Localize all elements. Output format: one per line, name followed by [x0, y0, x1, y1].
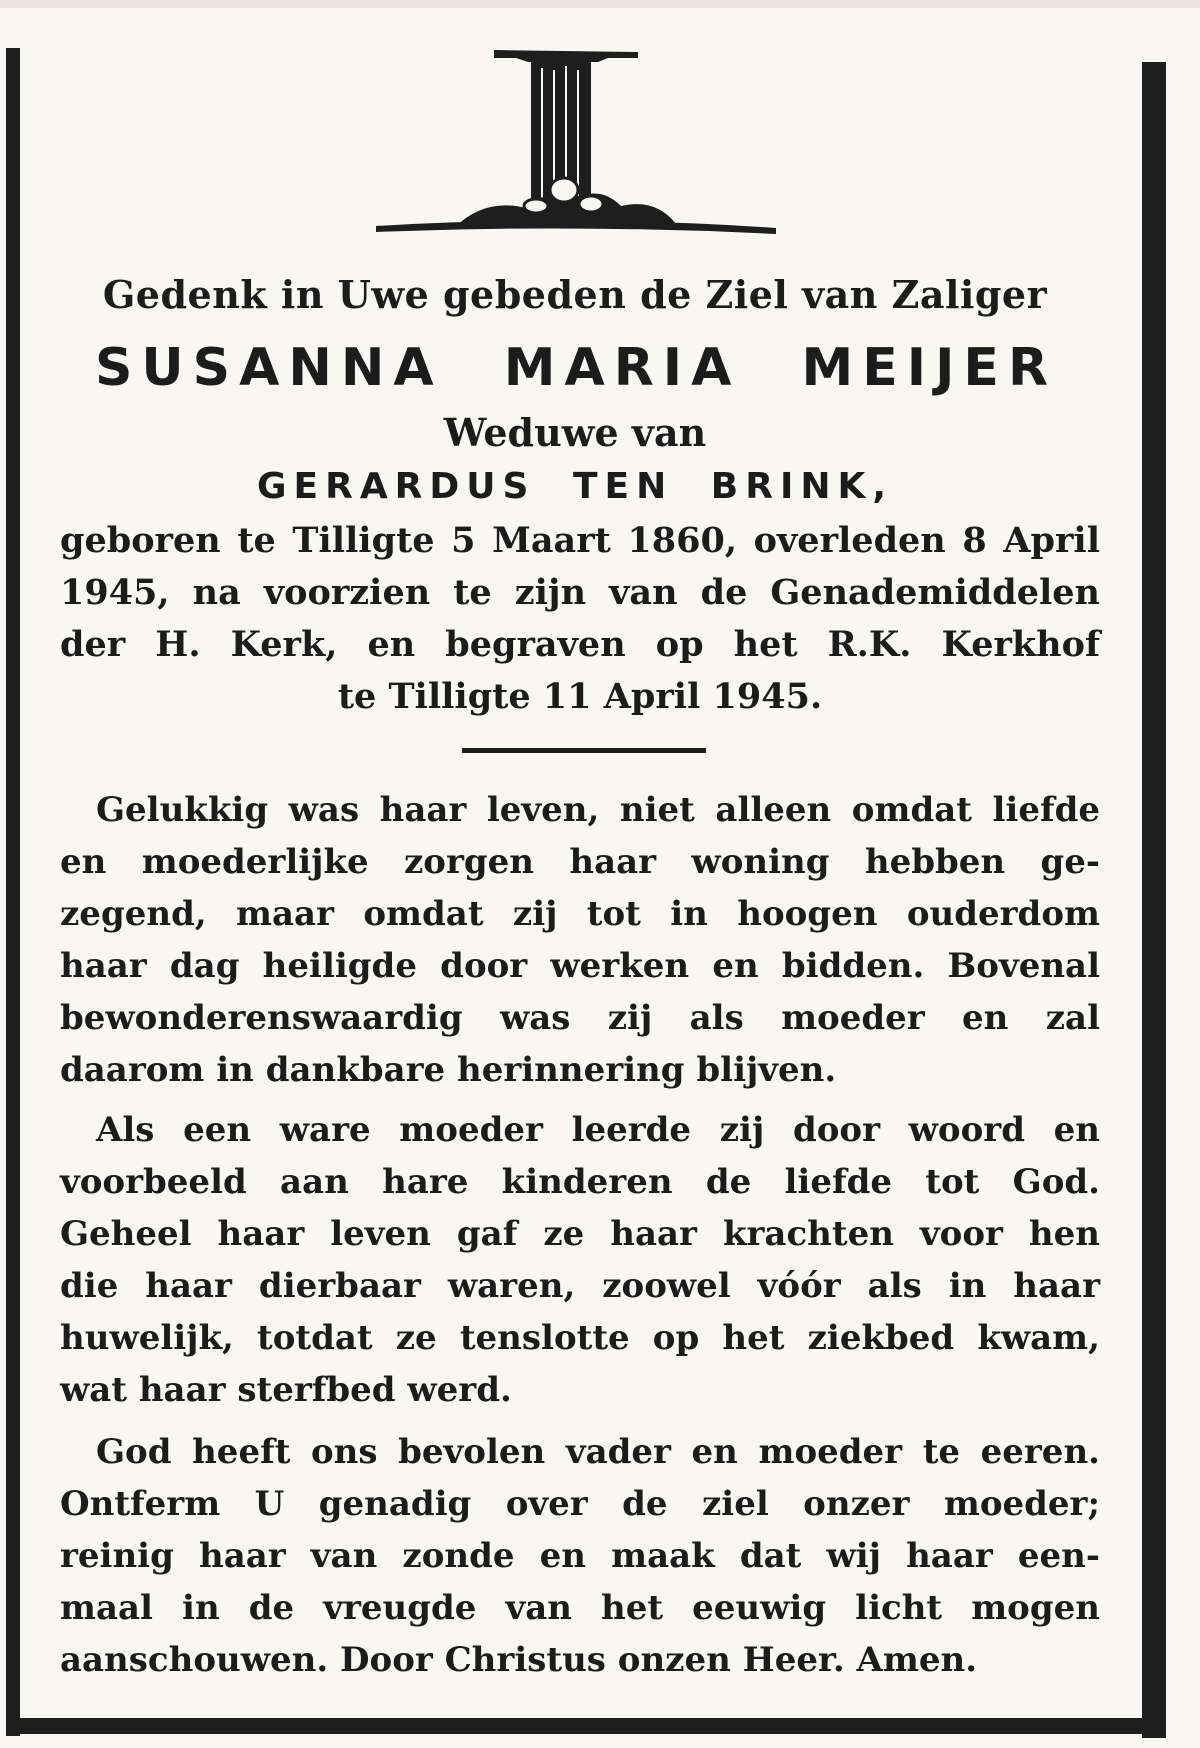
spouse-name: GERARDUS TEN BRINK, [256, 466, 894, 507]
paragraph-line: haar dag heiligde door werken en bidden. Bovenal [60, 946, 1100, 986]
paragraph-line: reinig haar van zonde en maak dat wij haar een- [60, 1536, 1100, 1576]
paragraph-line: Geheel haar leven gaf ze haar krachten voor hen [60, 1214, 1100, 1254]
widow-of-label: Weduwe van [443, 410, 707, 455]
divider-rule [462, 748, 706, 753]
paragraph-line: God heeft ons bevolen vader en moeder te eeren. [96, 1432, 1100, 1472]
paragraph-line: die haar dierbaar waren, zoowel vóór als in haar [60, 1266, 1100, 1306]
paragraph-line: Als een ware moeder leerde zij door woord en [96, 1110, 1100, 1150]
details-line: te Tilligte 11 April 1945. [337, 676, 823, 717]
paragraph-line: zegend, maar omdat zij tot in hoogen ouderdom [60, 894, 1100, 934]
paragraph-line: daarom in dankbare herinnering blijven. [60, 1050, 837, 1090]
paragraph-line: voorbeeld aan hare kinderen de liefde tot God. [60, 1162, 1100, 1202]
bottom-border [20, 1718, 1160, 1734]
paragraph-line: Gelukkig was haar leven, niet alleen omdat liefde [96, 790, 1100, 830]
paragraph-line: maal in de vreugde van het eeuwig licht mogen [60, 1588, 1100, 1628]
paragraph-line: en moederlijke zorgen haar woning hebben ge- [60, 842, 1100, 882]
top-edge [0, 0, 1200, 8]
paragraph-line: aanschouwen. Door Christus onzen Heer. Amen. [60, 1640, 978, 1680]
paragraph-line: Ontferm U genadig over de ziel onzer moeder; [60, 1484, 1100, 1524]
left-border [6, 48, 20, 1736]
deceased-name: SUSANNA MARIA MEIJER [94, 338, 1057, 398]
details-line: der H. Kerk, en begraven op het R.K. Kerkhof [60, 624, 1100, 665]
details-line: 1945, na voorzien te zijn van de Genademiddelen [60, 572, 1100, 613]
cross-icon [376, 48, 776, 262]
details-line: geboren te Tilligte 5 Maart 1860, overleden 8 April [60, 520, 1100, 561]
paragraph-line: huwelijk, totdat ze tenslotte op het ziekbed kwam, [60, 1318, 1100, 1358]
paragraph-line: wat haar sterfbed werd. [60, 1370, 512, 1410]
right-border [1142, 62, 1166, 1738]
paragraph-line: bewonderenswaardig was zij als moeder en zal [60, 998, 1100, 1038]
opening-line: Gedenk in Uwe gebeden de Ziel van Zaliger [102, 272, 1048, 317]
